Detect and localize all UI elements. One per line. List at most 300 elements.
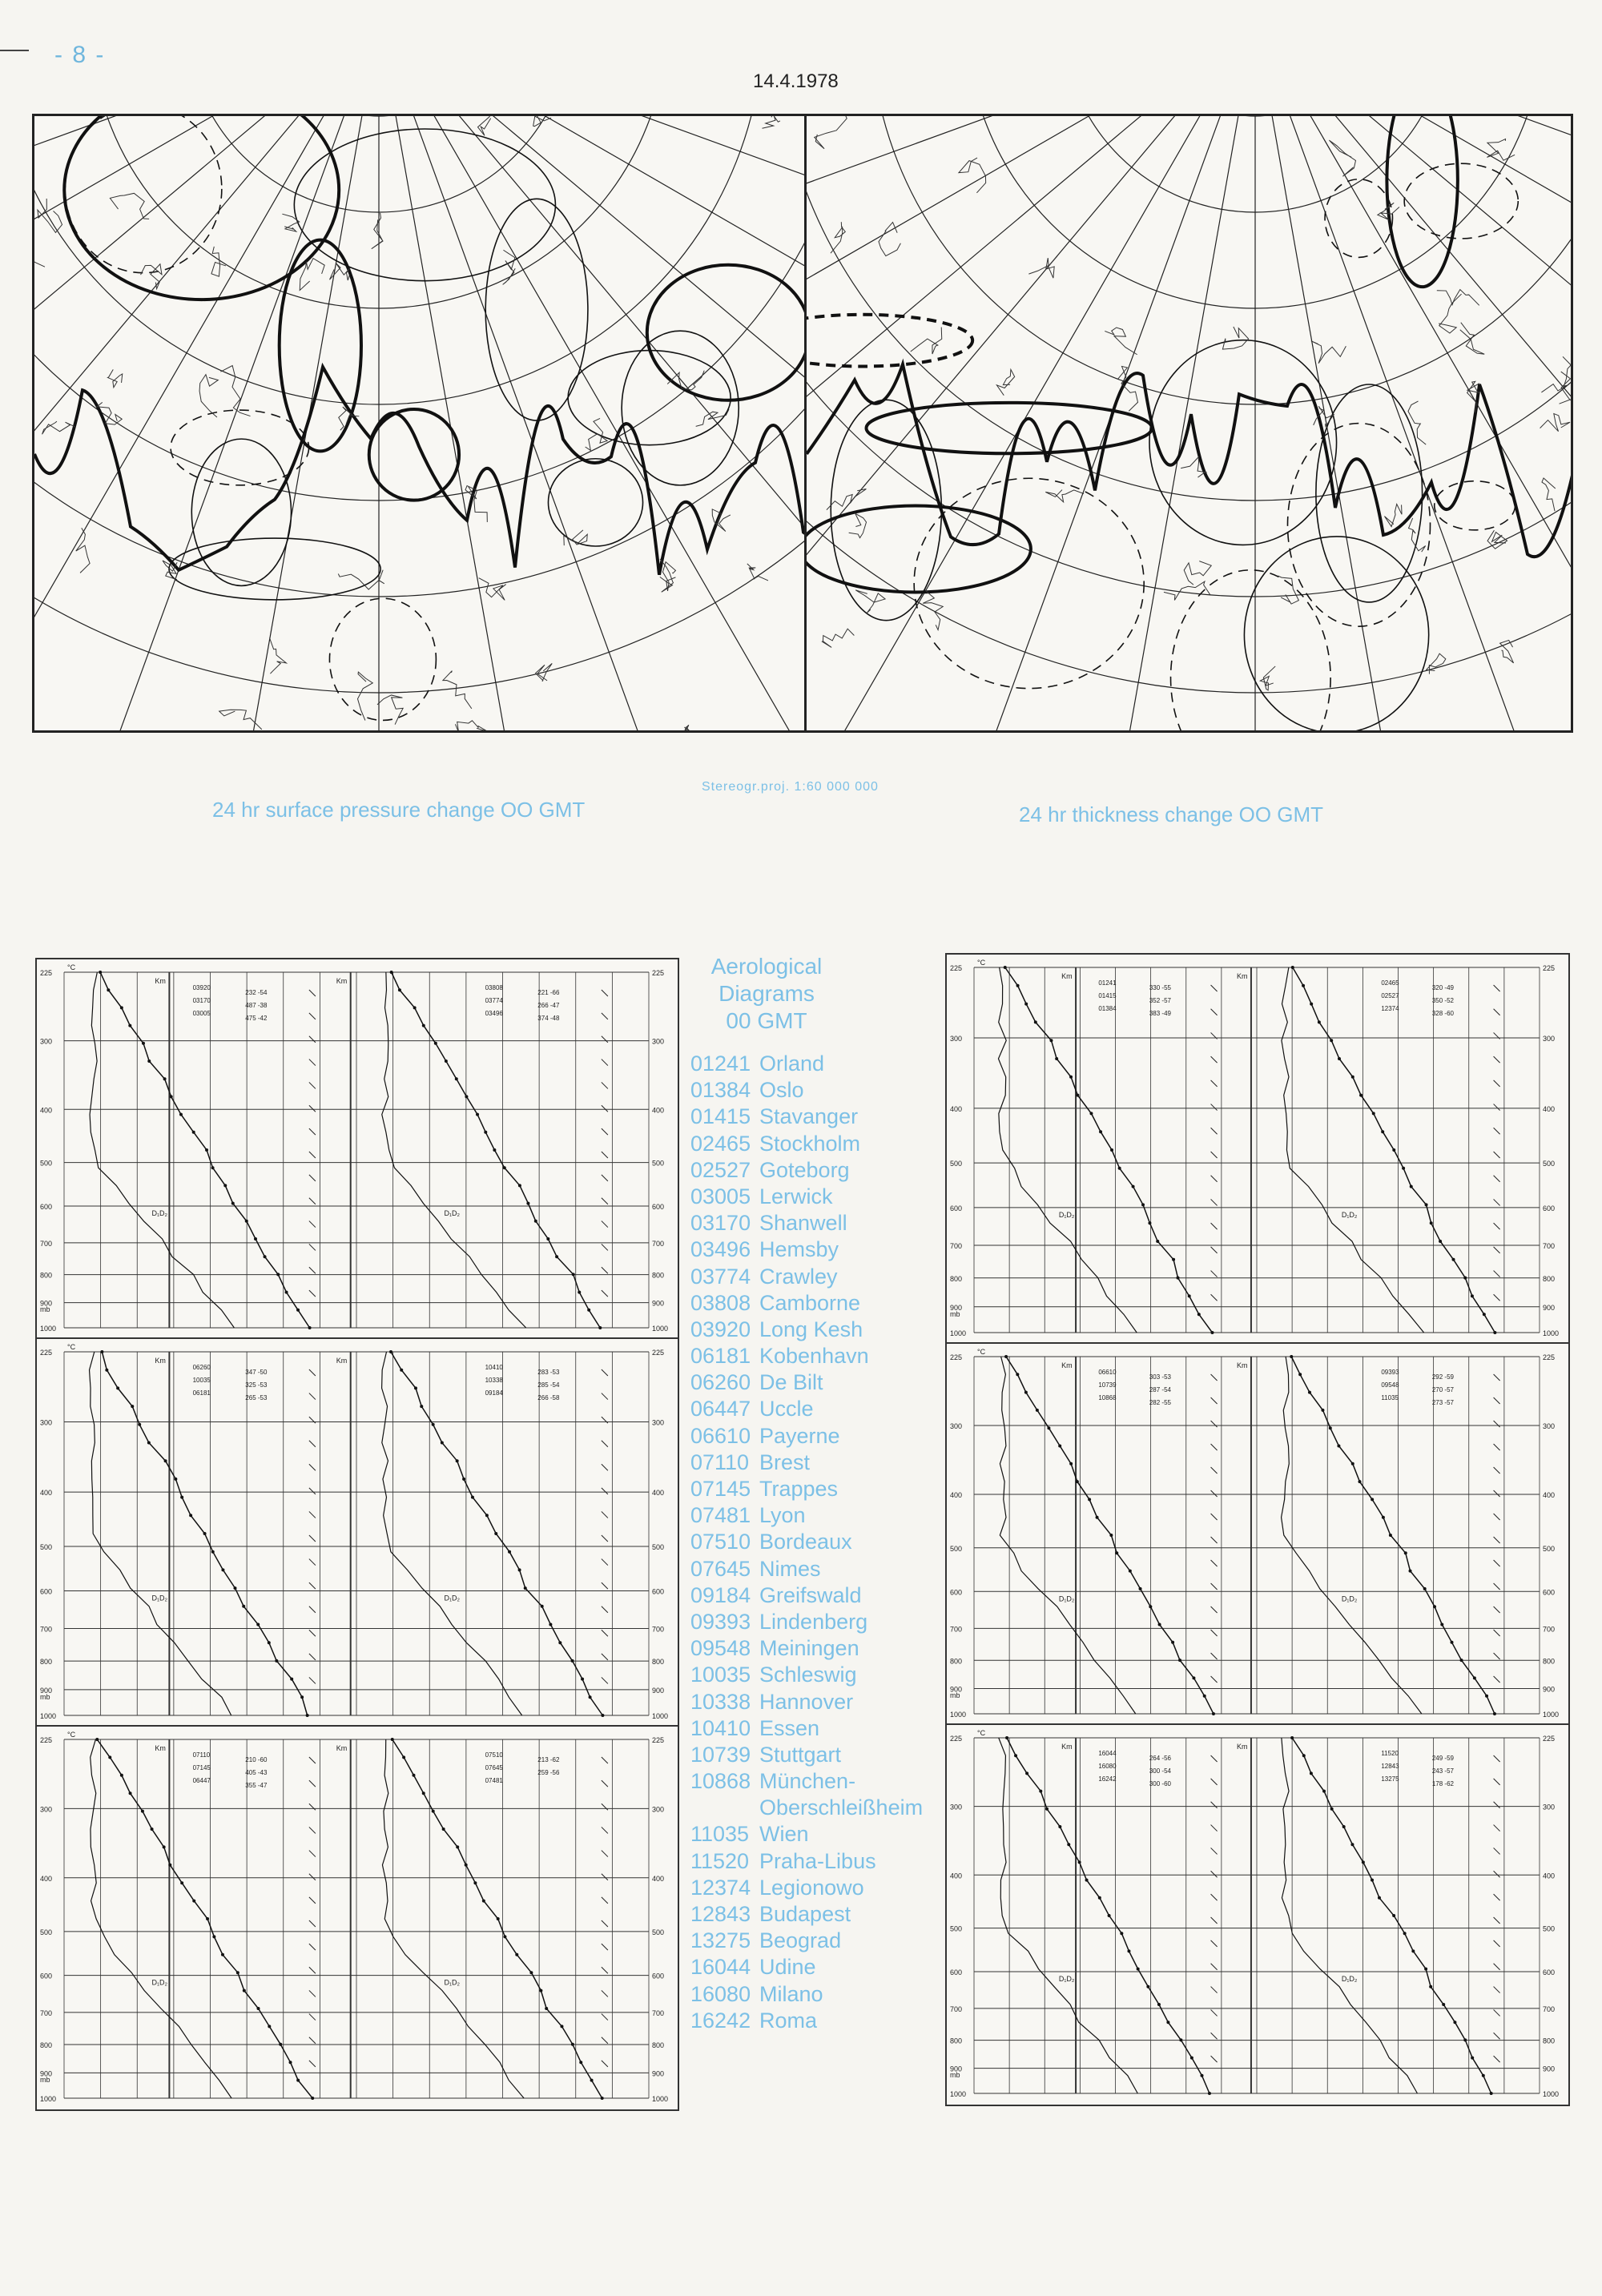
station-code: 03005	[690, 1184, 751, 1208]
thickness-change-map	[804, 114, 1573, 733]
coastline-segment	[141, 264, 162, 289]
station-name: Long Kesh	[759, 1317, 863, 1341]
wind-barb	[1494, 1560, 1500, 1566]
wind-barb	[602, 1152, 608, 1158]
aerological-diagram-right-bot	[945, 1723, 1570, 2106]
station-code: 03774	[690, 1264, 751, 1289]
wind-barb	[1494, 1056, 1500, 1063]
isopleth-contour	[280, 240, 361, 452]
tropopause-value: 383 -49	[1149, 1010, 1172, 1017]
wind-barb	[1494, 1374, 1500, 1381]
wind-barb	[309, 1105, 316, 1112]
wind-barb	[309, 1290, 316, 1297]
wind-barb	[309, 1244, 316, 1250]
station-entry	[690, 1131, 931, 1157]
tropopause-value: 210 -60	[245, 1756, 268, 1763]
temperature-point	[462, 1478, 465, 1481]
station-name: Uccle	[759, 1397, 814, 1421]
wind-barb	[1211, 1802, 1218, 1808]
temperature-point	[546, 1237, 549, 1240]
tropopause-value: 249 -59	[1431, 1755, 1455, 1762]
meridian-line	[379, 116, 807, 730]
pressure-label-left: 225	[40, 969, 53, 977]
wind-barb	[1494, 1444, 1500, 1450]
station-code-label: 01241	[1098, 979, 1117, 987]
wind-barb	[1211, 1825, 1218, 1832]
temperature-point	[1452, 1258, 1455, 1261]
coastline-segment	[815, 116, 849, 149]
temperature-point	[1302, 984, 1305, 987]
temperature-point	[1471, 2057, 1474, 2060]
wind-barb	[602, 2037, 608, 2044]
temperature-point	[296, 1309, 300, 1312]
wind-barb	[602, 1920, 608, 1927]
pressure-label-left: 900	[40, 1299, 53, 1308]
station-name: Hannover	[759, 1689, 854, 1714]
pressure-label-left: 800	[950, 1657, 963, 1666]
temperature-point	[1157, 2003, 1161, 2006]
temperature-point	[534, 1220, 537, 1223]
wind-barb	[1211, 2009, 1218, 2016]
temperature-point	[221, 1568, 224, 1571]
temperature-point	[1378, 1896, 1381, 1900]
dry-adiabat-label: D₁D₂	[1058, 1974, 1075, 1983]
pressure-label-right: 600	[652, 1972, 665, 1980]
station-code: 10035	[690, 1663, 751, 1687]
coastline-segment	[923, 590, 943, 630]
wind-barb	[1494, 1152, 1500, 1158]
station-entry	[690, 1476, 931, 1502]
station-code-label: 13275	[1381, 1775, 1399, 1783]
temperature-point	[192, 1900, 195, 1903]
pressure-label-right: 700	[652, 1239, 665, 1248]
pressure-label-right: 1000	[1543, 2090, 1560, 2098]
wind-barb	[602, 1606, 608, 1613]
wind-barb	[1211, 1940, 1218, 1947]
wind-barb	[602, 1535, 608, 1542]
pressure-label-left: 900	[950, 1685, 963, 1694]
temperature-point	[1493, 1712, 1496, 1715]
station-code: 01415	[690, 1104, 751, 1129]
coastline-segment	[1409, 518, 1426, 552]
temperature-point	[1110, 1148, 1113, 1152]
temperature-point	[1004, 966, 1007, 969]
pressure-label-right: 1000	[1543, 1711, 1560, 1719]
wind-barb	[1494, 1964, 1500, 1970]
coastline-segment	[1460, 323, 1484, 355]
temperature-point	[1069, 1076, 1073, 1079]
pressure-map-drawing	[34, 116, 807, 730]
station-entry	[690, 1210, 931, 1236]
temperature-point	[1132, 1185, 1135, 1188]
wind-barb	[309, 990, 316, 996]
temperature-point	[391, 1738, 394, 1741]
wind-barb	[602, 1441, 608, 1447]
pressure-label-right: 500	[1543, 1544, 1556, 1553]
wind-barb	[1494, 1848, 1500, 1854]
station-code: 02465	[690, 1131, 751, 1156]
station-code-label: 16044	[1098, 1750, 1117, 1757]
station-entry	[690, 1768, 931, 1795]
km-label: Km	[155, 977, 166, 985]
coastline-segment	[455, 721, 487, 730]
degree-label: °C	[977, 1348, 986, 1356]
mb-label: mb	[40, 1305, 50, 1313]
pressure-label-left: 400	[950, 1872, 963, 1880]
pressure-label-left: 600	[950, 1588, 963, 1597]
tropopause-value: 285 -54	[537, 1381, 560, 1389]
station-entry	[690, 1236, 931, 1263]
wind-barb	[309, 1488, 316, 1494]
station-name: Praha-Libus	[759, 1848, 876, 1873]
diagram-right-bot-drawing	[947, 1725, 1568, 2105]
station-code: 06447	[690, 1397, 751, 1421]
pressure-label-right: 800	[1543, 2037, 1556, 2045]
station-entry	[690, 1184, 931, 1210]
coastline-segment	[1105, 328, 1137, 355]
mb-label: mb	[950, 1691, 960, 1699]
temperature-point	[1120, 1932, 1123, 1935]
pressure-label-right: 900	[1543, 1685, 1556, 1694]
temperature-point	[120, 1006, 123, 1009]
degree-label: °C	[977, 1729, 986, 1737]
temperature-point	[147, 1442, 151, 1445]
meridian-line	[379, 116, 807, 404]
temperature-point	[1351, 1462, 1354, 1466]
tropopause-value: 300 -54	[1149, 1767, 1172, 1775]
aerological-diagram-left-top	[35, 958, 679, 1341]
station-code-label: 09548	[1381, 1381, 1399, 1389]
temperature-point	[400, 1369, 403, 1372]
station-name: Beograd	[759, 1928, 842, 1953]
station-entry	[690, 1848, 931, 1875]
km-label: Km	[336, 1357, 348, 1365]
temperature-point	[1429, 1985, 1432, 1988]
temperature-point	[465, 1095, 468, 1098]
tropopause-value: 328 -60	[1431, 1010, 1455, 1017]
temperature-point	[296, 2079, 300, 2082]
station-entry	[690, 1821, 931, 1848]
temperature-point	[1129, 1570, 1132, 1573]
map-graticule	[34, 116, 807, 730]
temperature-point	[205, 1148, 208, 1152]
pressure-label-right: 600	[1543, 1968, 1556, 1976]
coastline-segment	[822, 629, 855, 647]
wind-barb	[602, 1582, 608, 1589]
temperature-point	[256, 1623, 260, 1627]
coastline-segment	[76, 528, 90, 573]
projection-caption: Stereogr.proj. 1:60 000 000	[702, 780, 879, 794]
temperature-point	[432, 1423, 435, 1426]
wind-barb	[309, 1036, 316, 1043]
pressure-label-right: 900	[1543, 1303, 1556, 1312]
map-contours	[807, 116, 1518, 730]
wind-barb	[309, 1175, 316, 1181]
km-label: Km	[1061, 972, 1073, 980]
coastline-segment	[1427, 653, 1446, 674]
zero-change-line	[34, 367, 807, 574]
station-code: 06610	[690, 1423, 751, 1448]
degree-label: °C	[67, 1343, 76, 1351]
coastline-segment	[586, 418, 607, 450]
diagram-grid	[974, 1357, 1540, 1714]
station-entry	[690, 1715, 931, 1742]
temperature-point	[1004, 1355, 1008, 1358]
pressure-label-right: 700	[652, 2008, 665, 2017]
wind-barb	[309, 2061, 316, 2067]
station-name: Bordeaux	[759, 1530, 852, 1554]
dry-adiabat-label: D₁D₂	[1058, 1210, 1075, 1219]
station-name: Stavanger	[759, 1104, 859, 1129]
wind-barb	[1494, 1583, 1500, 1590]
temperature-point	[494, 1532, 497, 1535]
wind-barb	[602, 1082, 608, 1088]
station-code-label: 16242	[1098, 1775, 1117, 1783]
wind-barb	[1211, 1294, 1218, 1301]
temperature-point	[476, 1113, 479, 1116]
temperature-point	[231, 1202, 235, 1205]
km-label: Km	[1236, 1361, 1248, 1369]
temperature-point	[163, 1077, 167, 1080]
wind-barb	[309, 1082, 316, 1088]
temperature-point	[116, 1386, 119, 1389]
station-code: 03920	[690, 1317, 751, 1341]
temperature-point	[571, 1659, 574, 1663]
wind-barb	[1211, 1104, 1218, 1111]
coastline-segment	[282, 214, 299, 231]
station-code: 03808	[690, 1290, 751, 1315]
diagram-left-top-drawing	[37, 959, 678, 1339]
station-code: 11035	[690, 1822, 750, 1847]
wind-barb	[1211, 1987, 1218, 1993]
wind-barb	[1211, 2033, 1218, 2039]
meridian-line	[807, 116, 1255, 581]
wind-barb	[309, 2037, 316, 2044]
wind-barb	[602, 1036, 608, 1043]
tropopause-value: 374 -48	[537, 1015, 560, 1022]
coastline-segment	[879, 223, 900, 256]
coastline-segment	[1408, 401, 1426, 444]
temperature-point	[142, 1042, 145, 1045]
pressure-label-right: 1000	[652, 2095, 669, 2103]
temperature-point	[441, 1442, 444, 1445]
wind-barb	[602, 1511, 608, 1518]
temperature-point	[1430, 1221, 1433, 1224]
temperature-point	[1308, 1391, 1311, 1394]
temperature-point	[1179, 2038, 1182, 2041]
station-entry	[690, 1556, 931, 1582]
temperature-point	[1166, 2021, 1169, 2024]
temperature-point	[1055, 1057, 1058, 1060]
pressure-label-left: 500	[40, 1159, 53, 1168]
coastline-segment	[1184, 561, 1211, 585]
station-code-label: 01384	[1098, 1005, 1117, 1012]
isopleth-contour	[914, 478, 1144, 688]
wind-barb	[309, 1757, 316, 1763]
coastline-segment	[1278, 576, 1298, 604]
station-name: Lyon	[759, 1503, 806, 1528]
wind-barb	[309, 1198, 316, 1204]
diagram-grid	[64, 1739, 649, 2098]
surface-pressure-caption: 24 hr surface pressure change OO GMT	[212, 798, 586, 822]
temperature-point	[455, 1077, 458, 1080]
mb-label: mb	[950, 1310, 960, 1318]
km-label: Km	[336, 1744, 348, 1752]
pressure-label-left: 700	[950, 1241, 963, 1250]
page-date: 14.4.1978	[753, 70, 839, 92]
temperature-point	[1424, 1968, 1427, 1971]
station-code-label: 07481	[485, 1777, 503, 1784]
thickness-change-caption: 24 hr thickness change OO GMT	[1019, 802, 1324, 826]
pressure-label-right: 800	[1543, 1657, 1556, 1666]
station-code-label: 03920	[192, 984, 211, 991]
wind-barb	[1494, 1421, 1500, 1427]
wind-barb	[309, 1511, 316, 1518]
station-name: Lerwick	[759, 1184, 833, 1208]
temperature-point	[268, 2025, 271, 2028]
pressure-label-right: 800	[652, 1271, 665, 1280]
pressure-label-right: 800	[1543, 1274, 1556, 1283]
temperature-point	[1290, 1736, 1294, 1739]
temperature-point	[1318, 1020, 1321, 1023]
temperature-point	[1359, 1094, 1363, 1097]
tropopause-value: 243 -57	[1431, 1767, 1455, 1775]
temperature-point	[1310, 1771, 1313, 1775]
temperature-point	[1389, 1534, 1392, 1537]
meridian-line	[1061, 116, 1255, 730]
temperature-point	[1358, 1480, 1361, 1483]
temperature-point	[289, 2061, 292, 2064]
station-entry	[690, 1290, 931, 1317]
temperature-point	[306, 1714, 309, 1717]
temperature-point	[503, 1935, 506, 1938]
pressure-label-right: 700	[652, 1625, 665, 1634]
temperature-point	[1108, 1914, 1111, 1917]
wind-barb	[1494, 1294, 1500, 1301]
coastline-segment	[911, 328, 942, 355]
temperature-point	[236, 1971, 239, 1974]
pressure-label-right: 225	[652, 1349, 665, 1357]
station-code-label: 06260	[192, 1364, 211, 1371]
temperature-point	[164, 1459, 167, 1462]
station-name: Orland	[759, 1051, 825, 1076]
pressure-label-left: 225	[950, 1353, 963, 1361]
temperature-point	[221, 1953, 224, 1956]
wind-barb	[602, 1630, 608, 1636]
pressure-label-left: 500	[950, 1924, 963, 1933]
pressure-label-left: 900	[40, 1686, 53, 1695]
latitude-circle	[34, 116, 807, 693]
temperature-point	[508, 1550, 511, 1554]
wind-barb	[602, 1897, 608, 1904]
coastline-segment	[682, 725, 694, 730]
degree-label: °C	[67, 963, 76, 971]
aerological-diagram-left-mid	[35, 1337, 679, 1728]
station-entry	[690, 1795, 931, 1821]
station-entry	[690, 1264, 931, 1290]
station-entry	[690, 1450, 931, 1476]
pressure-label-left: 800	[40, 1271, 53, 1280]
coastline-segment	[477, 116, 497, 135]
temperature-point	[1058, 1445, 1061, 1448]
temperature-point	[206, 1917, 209, 1920]
temperature-point	[1158, 1623, 1161, 1627]
wind-barb	[309, 2014, 316, 2021]
pressure-label-right: 700	[1543, 1625, 1556, 1634]
tropopause-value: 300 -60	[1149, 1780, 1172, 1787]
station-name: Budapest	[759, 1902, 851, 1926]
temperature-point	[245, 1220, 248, 1223]
temperature-point	[1201, 2074, 1204, 2077]
temperature-point	[141, 1810, 144, 1813]
coastline-segment	[849, 513, 867, 537]
meridian-line	[1255, 116, 1571, 730]
station-code-label: 10410	[485, 1364, 503, 1371]
wind-barb	[309, 1267, 316, 1273]
station-entry	[690, 1104, 931, 1130]
temperature-point	[1172, 1258, 1175, 1261]
wind-barb	[1211, 1128, 1218, 1134]
pressure-label-right: 300	[652, 1418, 665, 1427]
wind-barb	[1494, 1271, 1500, 1277]
isopleth-contour	[831, 400, 941, 620]
isopleth-contour	[1325, 179, 1392, 258]
diagram-right-top-drawing	[947, 955, 1568, 1344]
coastline-segment	[564, 530, 587, 545]
coastline-segment	[199, 375, 218, 417]
page-number: - 8 -	[54, 42, 106, 68]
coastline-segment	[220, 366, 250, 416]
wind-barb	[602, 1990, 608, 1996]
wind-barb	[309, 1464, 316, 1470]
temperature-point	[1203, 1695, 1206, 1698]
temperature-point	[1190, 2057, 1193, 2060]
wind-barb	[602, 1757, 608, 1763]
temperature-point	[493, 1148, 496, 1152]
temperature-point	[120, 1774, 123, 1777]
pressure-label-left: 700	[950, 1625, 963, 1634]
temperature-point	[1025, 1771, 1028, 1775]
wind-barb	[1211, 1755, 1218, 1762]
pressure-label-left: 800	[40, 1658, 53, 1667]
station-legend	[690, 953, 931, 2034]
temperature-point	[1045, 1807, 1049, 1811]
tropopause-value: 265 -53	[245, 1394, 268, 1401]
wind-barb	[1211, 1444, 1218, 1450]
wind-barb	[309, 1221, 316, 1228]
wind-barb	[1211, 1271, 1218, 1277]
station-code: 03170	[690, 1211, 751, 1236]
meridian-line	[34, 116, 379, 730]
wind-barb	[309, 1606, 316, 1613]
wind-barb	[1494, 1606, 1500, 1613]
station-code: 09548	[690, 1636, 751, 1661]
temperature-point	[412, 1774, 415, 1777]
temperature-point	[1423, 1587, 1427, 1590]
temperature-point	[578, 1291, 581, 1294]
aerological-diagram-left-bot	[35, 1725, 679, 2111]
wind-barb	[602, 1128, 608, 1135]
isopleth-contour	[65, 116, 221, 273]
pressure-label-left: 600	[950, 1968, 963, 1976]
dry-adiabat-label: D₁D₂	[444, 1978, 461, 1987]
thickness-map-drawing	[807, 116, 1571, 730]
pressure-label-right: 400	[652, 1106, 665, 1115]
temperature-point	[128, 1024, 131, 1027]
wind-barb	[602, 1654, 608, 1660]
temperature-point	[1291, 966, 1294, 969]
station-code-label: 01415	[1098, 992, 1117, 999]
